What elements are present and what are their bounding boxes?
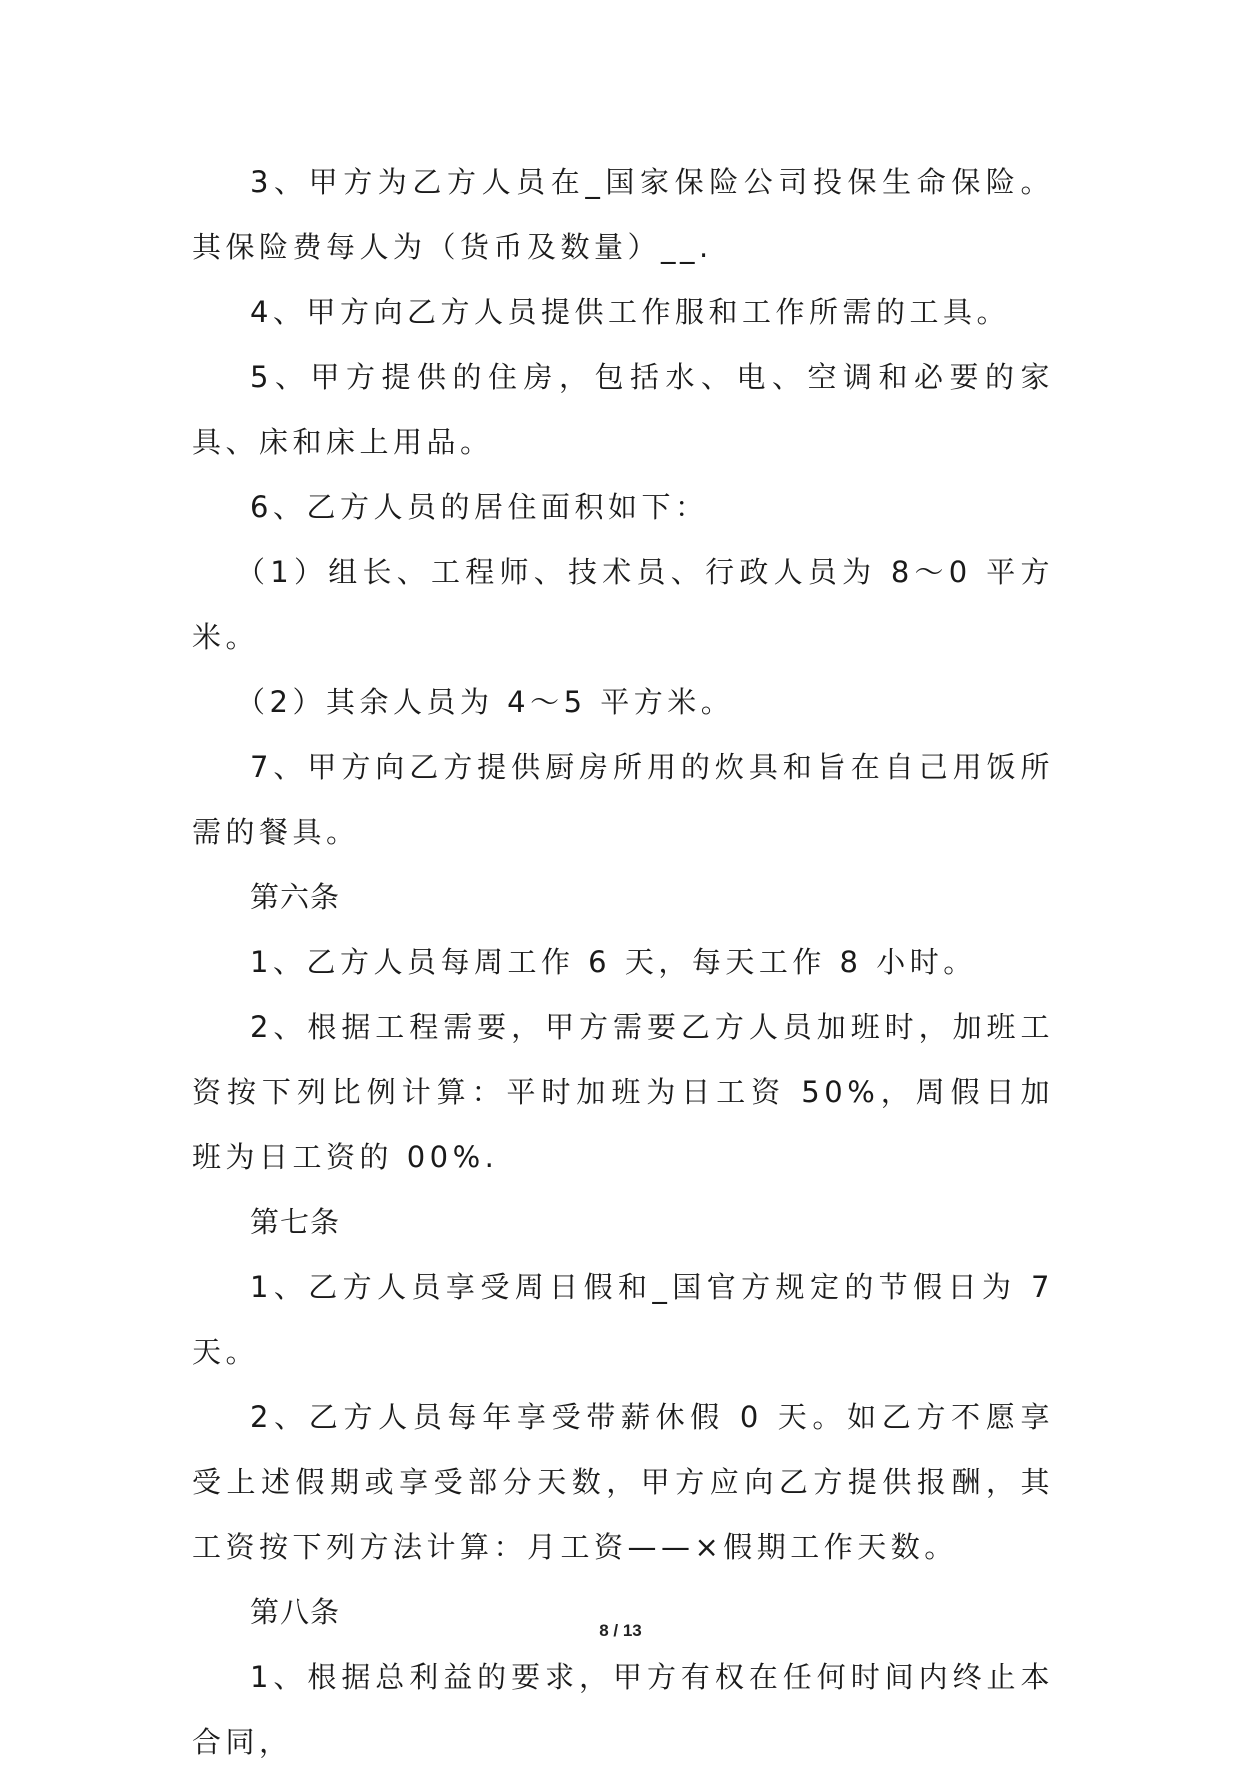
clause-7-2-paid-leave: 2、乙方人员每年享受带薪休假 0 天。如乙方不愿享受上述假期或享受部分天数，甲方应向乙方提供报酬，其工资按下列方法计算：月工资——×假期工作天数。 <box>192 1400 1054 1564</box>
clause-6-1-working-hours: 1、乙方人员每周工作 6 天，每天工作 8 小时。 <box>250 945 977 979</box>
clause-6-2-overtime: 2、根据工程需要，甲方需要乙方人员加班时，加班工资按下列比例计算：平时加班为日工资 50%，周假日加班为日工资的 00%. <box>192 1010 1054 1174</box>
clause-5-4-work-clothes: 4、甲方向乙方人员提供工作服和工作所需的工具。 <box>250 295 1010 329</box>
article-7-heading: 第七条 <box>250 1205 341 1239</box>
clause-5-6-item-1: （1）组长、工程师、技术员、行政人员为 8～0 平方米。 <box>192 555 1054 654</box>
clause-7-1-holidays: 1、乙方人员享受周日假和_国官方规定的节假日为 7 天。 <box>192 1270 1054 1369</box>
clause-5-6-living-area: 6、乙方人员的居住面积如下： <box>250 490 709 524</box>
page-number: 8 / 13 <box>599 1621 642 1640</box>
clause-5-7-kitchen: 7、甲方向乙方提供厨房所用的炊具和旨在自己用饭所需的餐具。 <box>192 750 1054 849</box>
article-6-heading: 第六条 <box>250 880 341 914</box>
document-body <box>192 150 1054 1775</box>
clause-5-5-housing: 5、甲方提供的住房，包括水、电、空调和必要的家具、床和床上用品。 <box>192 360 1054 459</box>
article-8-heading: 第八条 <box>250 1595 341 1629</box>
clause-5-6-item-2: （2）其余人员为 4～5 平方米。 <box>236 685 735 719</box>
clause-8-1-termination: 1、根据总利益的要求，甲方有权在任何时间内终止本合同， <box>192 1660 1054 1759</box>
clause-5-3-insurance: 3、甲方为乙方人员在_国家保险公司投保生命保险。其保险费每人为（货币及数量）__. <box>192 165 1054 264</box>
